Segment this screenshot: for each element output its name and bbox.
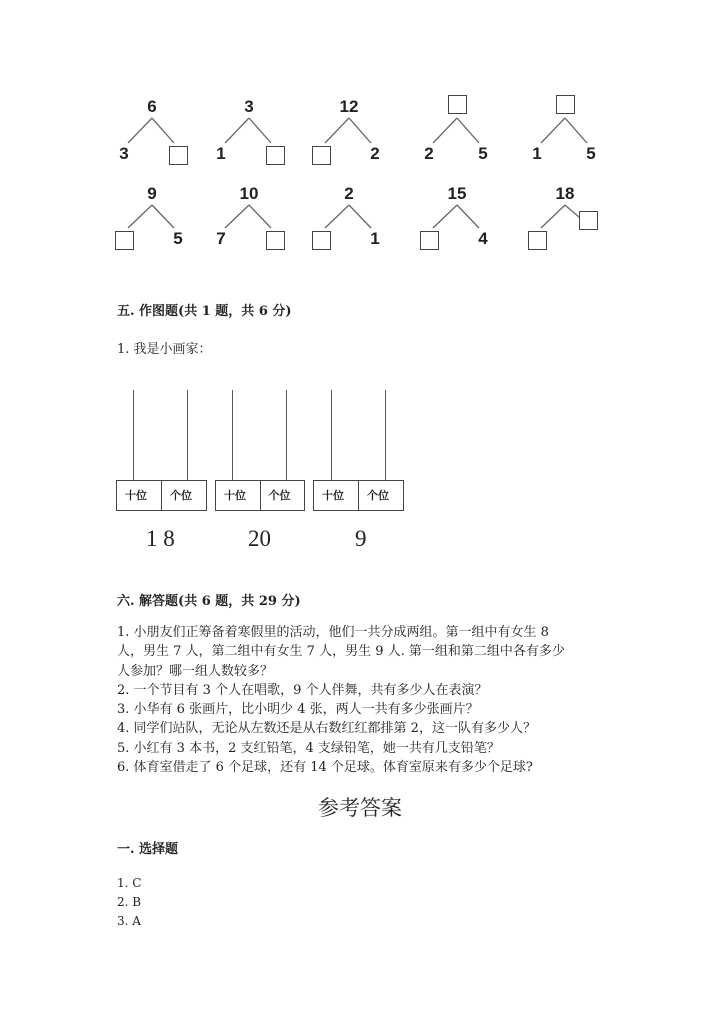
- tree-number: 1: [370, 229, 380, 248]
- tree-branch: [565, 118, 587, 143]
- tree-branch: [325, 118, 349, 143]
- tree-branch: [325, 205, 349, 228]
- problem-line: 3. 小华有 6 张画片，比小明少 4 张，两人一共有多少张画片？: [117, 702, 479, 718]
- tree-branch: [225, 118, 249, 143]
- abacus-number: 9: [355, 526, 367, 551]
- tree-number: 2: [344, 184, 354, 203]
- tree-branch: [457, 205, 479, 228]
- section6-title: 六. 解答题(共 6 题，共 29 分): [117, 594, 301, 609]
- tree-branch: [249, 118, 271, 143]
- tens-label: 十位: [314, 481, 359, 510]
- problem-line: 6. 体育室借走了 6 个足球，还有 14 个足球。体育室原来有多少个足球?: [117, 760, 533, 776]
- tens-label: 十位: [117, 481, 162, 510]
- word-problems: [117, 623, 565, 777]
- answer-box: [266, 146, 285, 165]
- tree-number: 3: [244, 97, 254, 116]
- tree-branch: [225, 205, 249, 228]
- ones-label: 个位: [367, 489, 389, 502]
- tree-number: 18: [555, 184, 575, 203]
- tree-branch: [433, 118, 457, 143]
- problem-line: 2. 一个节目有 3 个人在唱歌，9 个人伴舞，共有多少人在表演？: [117, 682, 488, 698]
- problem-line: 4. 同学们站队，无论从左数还是从右数红红都排第 2，这一队有多少人？: [117, 721, 536, 737]
- tree-number: 10: [239, 184, 259, 203]
- problem-line: 人，男生 7 人，第二组中有女生 7 人，男生 9 人. 第一组和第二组中各有多少: [117, 644, 565, 660]
- answer-box: [115, 231, 134, 250]
- answer-list: [117, 874, 141, 931]
- tree-branch: [249, 205, 271, 228]
- answer-box: [579, 211, 598, 230]
- problem-line: 人参加？哪一组人数较多？: [117, 663, 274, 679]
- tree-branch: [457, 118, 479, 143]
- tree-branch: [128, 205, 152, 228]
- problem-line: 5. 小红有 3 本书，2 支红铅笔，4 支绿铅笔，她一共有几支铅笔？: [117, 740, 500, 756]
- answer-box: [312, 231, 331, 250]
- answer-item: 2. B: [117, 895, 142, 909]
- tree-branch: [152, 205, 174, 228]
- answers-title: 参考答案: [318, 796, 402, 820]
- tens-label: 十位: [216, 481, 261, 510]
- tree-number: 9: [147, 184, 157, 203]
- tree-number: 6: [147, 97, 157, 116]
- ones-label: 个位: [170, 489, 192, 502]
- answer-box: [556, 95, 575, 114]
- answer-box: [169, 146, 188, 165]
- tree-number: 3: [119, 144, 129, 163]
- tree-branch: [349, 118, 371, 143]
- ones-label: 个位: [268, 489, 291, 502]
- answer-item: 3. A: [117, 914, 141, 928]
- tree-number: 4: [478, 229, 488, 248]
- question-label: 1. 我是小画家：: [117, 342, 212, 357]
- tree-branch: [541, 118, 565, 143]
- abacus-number: 1 8: [146, 526, 175, 551]
- answer-item: 1. C: [117, 876, 142, 890]
- tree-number: 2: [370, 144, 380, 163]
- tree-number: 5: [586, 144, 596, 163]
- tree-number: 12: [339, 97, 359, 116]
- abacus-number: 20: [248, 526, 271, 551]
- tree-number: 15: [447, 184, 467, 203]
- problem-line: 1. 小朋友们正筹备着寒假里的活动，他们一共分成两组。第一组中有女生 8: [117, 625, 549, 640]
- tree-number: 1: [532, 144, 542, 163]
- tree-branch: [565, 205, 579, 217]
- section5-title: 五. 作图题(共 1 题，共 6 分): [117, 304, 292, 319]
- tree-branch: [349, 205, 371, 228]
- answer-box: [312, 146, 331, 165]
- answer-box: [266, 231, 285, 250]
- tree-number: 1: [216, 144, 226, 163]
- answer-box: [528, 231, 547, 250]
- answers-section1: 一. 选择题: [117, 842, 179, 857]
- tree-number: 2: [424, 144, 434, 163]
- tree-branch: [433, 205, 457, 228]
- tree-branch: [152, 118, 174, 143]
- answer-box: [420, 231, 439, 250]
- tree-number: 5: [478, 144, 488, 163]
- answer-box: [448, 95, 467, 114]
- tree-branch: [128, 118, 152, 143]
- tree-number: 5: [173, 229, 183, 248]
- tree-number: 7: [216, 229, 226, 248]
- tree-branch: [541, 205, 565, 228]
